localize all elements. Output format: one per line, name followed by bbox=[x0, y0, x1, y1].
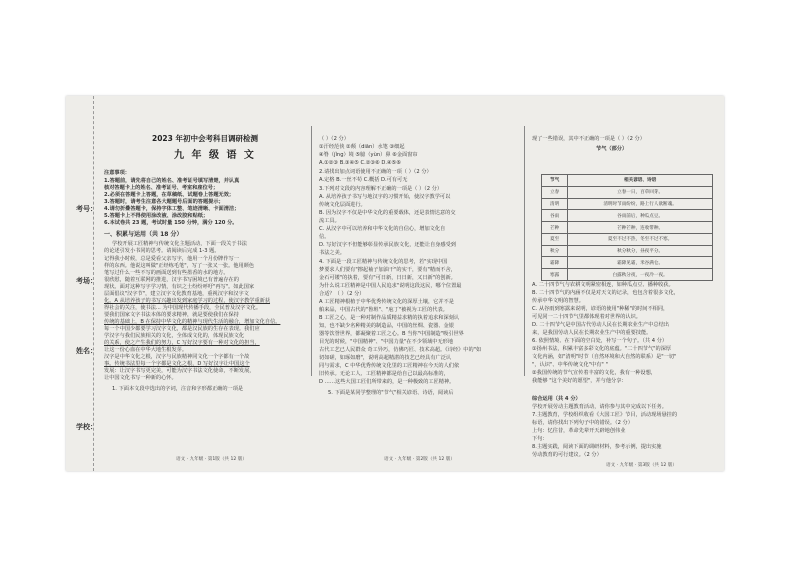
q4-line: 金石可镂"的执着，要有"可日新，日日新，又日新"的创新。 bbox=[319, 275, 456, 281]
question-7: 7.主题教育，学校组织收看《大国工匠》节目，活动现场悬挂的 bbox=[532, 412, 678, 418]
question-6: 6. 依照情境、在下面的空白处，补写一个句子。（共 4 分） bbox=[532, 338, 668, 344]
notice-heading: 注意事项： bbox=[104, 170, 130, 176]
section-2-heading: 综合运用（共 4 分） bbox=[532, 396, 581, 402]
question-5: 5. 下面是某同学整理的"节气"相关谚语、诗语，阅读后 bbox=[328, 390, 454, 396]
q3-option: D. 写好汉字不但能够彰显传承民族文化，还能让自身感受到 bbox=[319, 242, 456, 248]
q5-option: D. 二十四节气是中国古代劳动人民在长期农业生产中总结出 bbox=[532, 322, 669, 328]
notice-line: 核对答题卡上的姓名、准考证号、考室和座位号； bbox=[104, 185, 219, 191]
question-8: 8.主题实践，阅读下面的调研材料，参考示例，提出实施 bbox=[532, 444, 662, 450]
column-divider-1 bbox=[311, 126, 312, 376]
q3-option: C. 从汉字中可以培养和中华文化的自信心，增加文化自 bbox=[319, 226, 446, 232]
q6-line: ①扬州书法，积累丰富多彩文化的底蕴。"二十四节气"的深厚 bbox=[532, 346, 672, 352]
question-3: 3.下列对文段的内容理解不正确的一项是（ ）（2 分） bbox=[319, 186, 443, 192]
table-header: 相关谚语、诗语 bbox=[568, 175, 713, 187]
q3-option: 信。 bbox=[319, 234, 330, 240]
q5-continued: 现了一些错误，其中不正确的一项是（ ）（2 分） bbox=[532, 136, 645, 142]
question-4: 4. 下面是一段工匠精神与传统文化的思考，若"实现中国 bbox=[319, 259, 448, 265]
q4-line: 切如磋，如琢如磨"，说明高超精湛的技艺已经具有广泛认 bbox=[319, 355, 452, 361]
question-1: 1. 下面本文段中选出的字词，注音和字形都正确的一项是 bbox=[112, 386, 244, 392]
passage-line: 事。传统书法里每一个字都是文化之根，D 写好汉字让中国这个 bbox=[104, 361, 250, 367]
passage-line: 很欣慰，随着互联网的推进，汉字书写困境已有普遍存在的 bbox=[104, 277, 239, 283]
table-row: 谷雨 谷雨前后，种瓜点豆。 bbox=[542, 210, 713, 222]
passage-line: 样的东西。他说这叫做"正经练毛笔"，写了一张又一张。他用颜色 bbox=[104, 263, 255, 269]
section-1-heading: 一、积累与运用（共 18 分） bbox=[104, 231, 183, 238]
q1-score: （ ）（2 分） bbox=[319, 136, 349, 142]
passage-line: 汉字是中华文化之根，汉字与民族精神同文化一个字都有一个故 bbox=[104, 354, 250, 360]
notice-line: 3.答题时，请考生注意各大题题号后面的答题提示； bbox=[104, 199, 224, 205]
q1-choices: A.①②③ B.③④⑤ C.②③⑥ D.④⑤⑥ bbox=[319, 160, 401, 166]
q3-option: 书法之美。 bbox=[319, 250, 345, 256]
q5-option: B. 二十四节气的内涵不仅是对天文的记录，也包含着很多文化， bbox=[532, 290, 679, 296]
q4-line: 合适？（ ）（2 分） bbox=[319, 291, 365, 297]
q6-line: 我能够 "这个美好的愿望"，并与他分享： bbox=[532, 378, 627, 384]
q5-option: 可见同一二十四节气里都体现着对世界的认识。 bbox=[532, 314, 641, 320]
passage-line: 笔写过什么一些不写的画面送到有些墨香的水的地方。 bbox=[104, 270, 229, 276]
table-row: 夏至 夏至不过不热，冬至不过不寒。 bbox=[542, 233, 713, 245]
q4-line: 为什么说工匠精神是中国人民追求"说明这段这民，哪个位置最 bbox=[319, 283, 462, 289]
passage-line: 化。A 从培养孩子的书写兴趣出发到家庭学习的过程，使汉字教学重新获 bbox=[104, 298, 271, 304]
q5-option: C. 从谷雨到寒露来说明，谚语的使用"种稀"的时间不相同， bbox=[532, 306, 669, 312]
exam-subtitle: 九 年 级 语 文 bbox=[174, 150, 256, 161]
q6-line: ②我国传统的节气宣传着丰富的文化，我有一种设想， bbox=[532, 370, 656, 376]
notice-line: 5.答题卡上不得使用涂改液、涂改胶和贴纸； bbox=[104, 213, 209, 219]
q3-option: A. 从培养孩子书写与地汉字的习惯开始，使汉字教学可以 bbox=[319, 194, 451, 200]
table-row: 芒种 芒种芒种，连收带种。 bbox=[542, 222, 713, 234]
exam-title: 2023 年初中会考科目调研检测 bbox=[152, 134, 258, 143]
q1-options: ①汗经范侠 ②颠（diān）水笔 ③细起 bbox=[319, 144, 405, 150]
table-title: 节气（部分） bbox=[596, 146, 628, 152]
q4-line: 梦要求人们要有"擦起袖子加油干"的实干，要有"精而不舍， bbox=[319, 267, 456, 273]
column-divider-2 bbox=[524, 126, 525, 376]
q4-line: 器等饮誉世界，都凝聚着工匠之心。B 当你"中国制造"吸引世界 bbox=[319, 331, 464, 337]
table-row: 秋分 秋分秋分，昼夜平分。 bbox=[542, 245, 713, 257]
s2-line: 上句：忆往昔，革命先辈开天辟地创伟业 bbox=[532, 428, 626, 434]
notice-line: 2.必须在答题卡上答题，在草稿纸、试题卷上答题无效； bbox=[104, 192, 235, 198]
notice-line: 4.请勿折叠答题卡，保持字体工整、笔迹清晰、卡面清洁； bbox=[104, 206, 240, 212]
q3-option: B. 因为汉字不仅是中华文化的重要载体，还是表情达意的交 bbox=[319, 210, 456, 216]
notice-line: 1.答题前，请先将自己的姓名、准考证号填写清楚，并认真 bbox=[104, 178, 240, 184]
q6-line: 文化内涵，如"清明"时节（自然环境和大自然的联系）是"一切" bbox=[532, 354, 677, 360]
passage-line: 发展：让汉字书写更完美，可能为汉字书法文化使命，不断发展， bbox=[104, 368, 255, 374]
s2-line: 下句： bbox=[532, 436, 548, 442]
table-row: 立春 立春一日，百草回芽。 bbox=[542, 186, 713, 198]
q3-option: 传统文化层面进行。 bbox=[319, 202, 366, 208]
passage-line: 让中国文化书写一种新的心怀。 bbox=[104, 375, 177, 381]
q4-line: B 工匠之心，是一种对制作品质精益求精的执着追求和深刻认 bbox=[319, 315, 460, 321]
table-row: 霜降 霜降见霜，米谷满仓。 bbox=[542, 257, 713, 269]
passage-line: 传统的基础上，B 在保持中华文化的精神与现代生活的融合，增加文化自信。 bbox=[104, 319, 281, 325]
s2-line: 劳动教育的可行建议。（2 分） bbox=[532, 452, 602, 458]
q6-line: "，认识"、中华传统文化"中有" " bbox=[532, 362, 608, 368]
passage-line: 每一个中国少都要学习汉字文化，都是汉民族的生存在表现。我们应 bbox=[104, 326, 260, 332]
intro-line: 学校开展工匠精神与传统文化主题活动，下面一段关于书法 bbox=[112, 241, 247, 247]
table-header: 节气 bbox=[542, 175, 568, 187]
q5-option: A. 二十四节气与农耕文明紧密相连，如种瓜点豆、播种收获。 bbox=[532, 282, 674, 288]
passage-line: 层面倡议"汉字节"，建立汉字文化教育基地，重视汉字和汉字文 bbox=[104, 291, 249, 297]
passage-line: 学汉字与我们民族相关的文化，全体成文化的，体现民族文化 bbox=[104, 333, 245, 339]
q4-line: 目光的时候，"中国精神"、"中国力量"在不少领域中无形地 bbox=[319, 339, 454, 345]
q4-line: 旧传承。无论工人、工匠精神都是给自己以最高标准的， bbox=[319, 371, 449, 377]
question-2: 2.请找出加点词语使用不正确的一项（ ）（2 分） bbox=[319, 169, 432, 175]
q5-option: 来，是我国劳动人民在长期农业生产中的重要技能。 bbox=[532, 330, 652, 336]
intro-line: 的论述引发小书同的思考。请阅读后完成 1-3 题。 bbox=[104, 248, 220, 254]
q4-line: A 工匠精神根植于中华优秀传统文化的深厚土壤，它并不是 bbox=[319, 299, 454, 305]
q4-line: 同与需求，C 中华优秀传统文化里的工匠精神在今天的人们依 bbox=[319, 363, 460, 369]
notice-line: 6.本试卷共 23 题，考试时量 150 分钟，满分 120 分。 bbox=[104, 220, 238, 226]
solar-terms-table bbox=[541, 174, 713, 281]
q4-line: 知，也不缺少名种精美的制造品，中国的丝绸、瓷器、金银 bbox=[319, 323, 454, 329]
q4-line: D ……这些大国工匠们所带来的，是一种极致的工匠精神。 bbox=[319, 379, 455, 385]
passage-line: 的关系，使之产生我们的努力，C 写好汉字要有一种对文化的担当， bbox=[104, 340, 260, 346]
q4-line: 古代工艺已人民群众 奇工异巧，仿佛巧匠、技术高超。《诗经》中的"如 bbox=[319, 347, 482, 353]
page-footer: 语文 · 九年级 · 第2版（共 12 版） bbox=[384, 457, 455, 462]
exam-paper bbox=[66, 96, 724, 471]
passage-line: 记得我小时候，总是爱看父亲写字，他用一个月份牌作写一 bbox=[104, 256, 239, 262]
passage-line: 让这一份心血在中华大地生根发芽。 bbox=[104, 347, 188, 353]
page-footer: 语文 · 九年级 · 第1版（共 12 版） bbox=[176, 457, 247, 462]
q4-line: 舶来品，中国古代的"鲁班"、"庖丁"被视为工匠的代表。 bbox=[319, 307, 448, 313]
q1-options: ④脊（jǐng）境 ⑤臆（yùn）鼻 ⑥金面窗帘 bbox=[319, 152, 418, 158]
q2-choices: A.定格 B.一丝不苟 C.概括 D.可有可无 bbox=[319, 177, 408, 183]
exam-number-label: 考号： bbox=[76, 205, 97, 213]
s2-line: 标语，请你找出下列句子中的错误。（2 分） bbox=[532, 420, 633, 426]
exam-room-label: 考场： bbox=[76, 277, 97, 285]
q3-option: 流工具。 bbox=[319, 218, 340, 224]
passage-line: 得社会的关注，使书法... 为中国现代传播手段，全民普及汉字文化。 bbox=[104, 305, 262, 311]
page-footer: 语文 · 九年级 · 第3版（共 12 版） bbox=[606, 463, 677, 468]
table-row: 寒露 白露秋分夜，一夜冷一夜。 bbox=[542, 269, 713, 281]
name-label: 姓名： bbox=[76, 347, 97, 355]
school-label: 学校： bbox=[76, 423, 97, 431]
passage-line: 现状。面对这种写字学习情，有识之士纷纷呼吁"再写"。如此国家 bbox=[104, 284, 255, 290]
passage-line: 要我们国家文字书法本体的要求精神，就是要使我们在保持 bbox=[104, 312, 239, 318]
table-row: 清明 清明时节雨纷纷，路上行人欲断魂。 bbox=[542, 198, 713, 210]
q5-option: 传承中华文明的智慧。 bbox=[532, 298, 584, 304]
s2-line: 学校开展劳动主题教育活动，请你参与其中完成以下任务。 bbox=[532, 404, 667, 410]
